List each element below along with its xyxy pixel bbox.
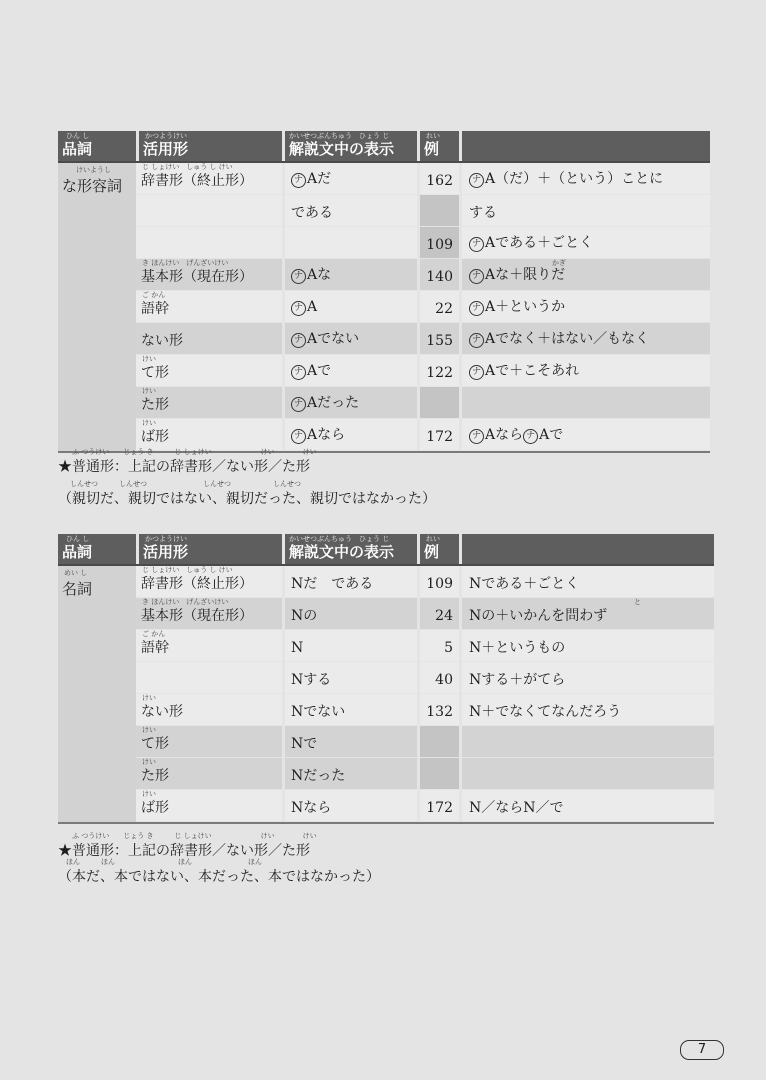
display-notation: ナ Aだった (291, 396, 359, 412)
table-row (136, 662, 714, 693)
display-notation: ナ Aだ (291, 172, 331, 188)
example-cell (459, 163, 710, 194)
display-cell (282, 566, 417, 597)
conjugation-form-cell (136, 566, 282, 597)
display-cell (282, 195, 417, 226)
table-bottom-rule (58, 822, 714, 824)
table-row (136, 163, 710, 194)
furigana: けい (142, 694, 156, 702)
conjugation-form: ない形 (141, 333, 183, 349)
table-row (136, 195, 710, 226)
conjugation-form: ない形 (141, 704, 183, 720)
display-cell (282, 227, 417, 258)
example-number-cell (417, 163, 459, 194)
display-notation: Nだ である (291, 576, 374, 592)
example-number-cell (417, 259, 459, 290)
display-cell (282, 259, 417, 290)
example-cell (459, 758, 714, 789)
display-cell (282, 355, 417, 386)
example-text: N＋でなくてなんだろう (469, 704, 622, 720)
na-circle-icon: ナ (469, 365, 484, 380)
display-notation: N (291, 640, 304, 656)
conjugation-form: た形 (141, 768, 169, 784)
display-notation: ナ Aで (291, 364, 331, 380)
example-cell (459, 195, 710, 226)
na-circle-icon: ナ (291, 333, 306, 348)
table-row (136, 694, 714, 725)
conjugation-form: 基本形（現在形） (141, 269, 253, 285)
example-number-cell (417, 419, 459, 450)
example-cell (459, 662, 714, 693)
example-cell (459, 323, 710, 354)
furigana: き ほんけい げんざいけい (142, 259, 229, 267)
example-cell (459, 598, 714, 629)
example-number-cell (417, 662, 459, 693)
display-cell (282, 790, 417, 821)
example-text: N／ならN／で (469, 800, 564, 816)
example-cell (459, 630, 714, 661)
display-notation: Nだった (291, 768, 346, 784)
conjugation-form: て形 (141, 365, 169, 381)
example-text: ナ Aなら ナ Aで (469, 428, 563, 444)
example-number-cell (417, 630, 459, 661)
conjugation-form: 辞書形（終止形） (141, 576, 253, 592)
na-circle-icon: ナ (469, 269, 484, 284)
table-row (136, 726, 714, 757)
example-text: ナ Aでなく＋はない／もなく (469, 332, 649, 348)
display-notation: Nで (291, 736, 318, 752)
example-text: ナ A（だ）＋（という）ことに (469, 172, 663, 188)
na-circle-icon: ナ (291, 173, 306, 188)
conjugation-form-cell (136, 291, 282, 322)
example-number: 132 (426, 704, 453, 720)
part-of-speech-cell: けいようし な形容詞 (58, 163, 136, 451)
conjugation-form-cell (136, 419, 282, 450)
table-row (136, 387, 710, 418)
example-number: 24 (435, 608, 453, 624)
header-example-text (459, 534, 714, 564)
display-notation: ナ Aなら (291, 428, 345, 444)
header-display: かいせつぶんちゅう ひょう じ 解説文中の表示 (282, 534, 417, 564)
header-part-of-speech: ひん し 品詞 (62, 535, 93, 561)
conjugation-form-cell (136, 662, 282, 693)
conjugation-form: ば形 (141, 800, 169, 816)
display-cell (282, 630, 417, 661)
conjugation-form-cell (136, 259, 282, 290)
display-notation: Nなら (291, 800, 332, 816)
conjugation-form: 基本形（現在形） (141, 608, 253, 624)
display-cell (282, 758, 417, 789)
header-part-of-speech: ひん し 品詞 (62, 132, 93, 158)
table-row (136, 790, 714, 821)
na-circle-icon: ナ (291, 397, 306, 412)
example-cell (459, 291, 710, 322)
table-rows (136, 163, 710, 451)
example-cell (459, 387, 710, 418)
furigana: けい (142, 758, 156, 766)
display-notation: ナ A (291, 300, 317, 316)
header-display: かいせつぶんちゅう ひょう じ 解説文中の表示 (282, 131, 417, 161)
conjugation-form-cell (136, 790, 282, 821)
conjugation-form-cell (136, 323, 282, 354)
furigana: かぎ (552, 259, 566, 267)
example-text: ナ A＋というか (469, 300, 565, 316)
display-cell (282, 726, 417, 757)
conjugation-form-cell (136, 355, 282, 386)
example-number-cell (417, 323, 459, 354)
furigana: と (634, 598, 641, 606)
table-row (136, 291, 710, 322)
na-circle-icon: ナ (523, 429, 538, 444)
furigana: けい (142, 790, 156, 798)
table-row (136, 566, 714, 597)
example-text: N＋というもの (469, 640, 566, 656)
plain-form-note: ふ つうけい じょう き じ しょけい けい けい ★普通形：上記の辞書形／ない形／た形 (58, 832, 317, 859)
table-header (58, 534, 714, 566)
table-row (136, 758, 714, 789)
furigana: じ しょけい しゅう し けい (142, 163, 233, 171)
display-notation: Nでない (291, 704, 346, 720)
display-notation: である (291, 205, 333, 221)
na-adjective-table (58, 131, 710, 453)
conjugation-form-cell (136, 227, 282, 258)
conjugation-form-cell (136, 630, 282, 661)
table-row (136, 227, 710, 258)
na-circle-icon: ナ (291, 365, 306, 380)
example-number-cell (417, 291, 459, 322)
conjugation-form: 語幹 (141, 640, 169, 656)
furigana: けい (142, 355, 156, 363)
table-row (136, 355, 710, 386)
example-number-cell (417, 387, 459, 418)
example-number-cell (417, 758, 459, 789)
display-notation: Nの (291, 608, 318, 624)
na-circle-icon: ナ (291, 301, 306, 316)
header-conjugation: かつようけい 活用形 (136, 131, 282, 161)
conjugation-form-cell (136, 694, 282, 725)
conjugation-form: て形 (141, 736, 169, 752)
display-cell (282, 419, 417, 450)
display-cell (282, 163, 417, 194)
conjugation-form-cell (136, 758, 282, 789)
example-cell (459, 726, 714, 757)
table-row (136, 598, 714, 629)
na-circle-icon: ナ (291, 429, 306, 444)
conjugation-form-cell (136, 598, 282, 629)
na-circle-icon: ナ (469, 429, 484, 444)
plain-form-note: ふ つうけい じょう き じ しょけい けい けい ★普通形：上記の辞書形／ない形／た形 (58, 448, 317, 475)
na-circle-icon: ナ (469, 237, 484, 252)
table-body (58, 163, 710, 451)
plain-form-examples: ほん ほん ほん ほん （本だ、本ではない、本だった、本ではなかった） (58, 858, 380, 885)
display-notation: ナ Aでない (291, 332, 359, 348)
table-row (136, 419, 710, 450)
part-of-speech-cell: めい し 名詞 (58, 566, 136, 822)
example-cell (459, 355, 710, 386)
example-number-cell (417, 227, 459, 258)
table-row (136, 630, 714, 661)
example-number: 5 (444, 640, 453, 656)
conjugation-form: 語幹 (141, 301, 169, 317)
example-text: Nする＋がてら (469, 672, 566, 688)
example-number: 172 (426, 429, 453, 445)
display-cell (282, 323, 417, 354)
example-text: する (469, 205, 497, 221)
page-number: 7 (680, 1040, 724, 1060)
furigana: けい (142, 726, 156, 734)
conjugation-form: 辞書形（終止形） (141, 173, 253, 189)
display-cell (282, 387, 417, 418)
conjugation-form-cell (136, 387, 282, 418)
example-number: 162 (426, 173, 453, 189)
example-text: ナ Aで＋こそあれ (469, 364, 579, 380)
na-circle-icon: ナ (469, 333, 484, 348)
example-number-cell (417, 195, 459, 226)
example-number: 172 (426, 800, 453, 816)
conjugation-form-cell (136, 163, 282, 194)
display-cell (282, 598, 417, 629)
example-number-cell (417, 566, 459, 597)
example-number-cell (417, 355, 459, 386)
example-number: 155 (426, 333, 453, 349)
display-cell (282, 291, 417, 322)
header-example: れい 例 (417, 534, 459, 564)
furigana: ご かん (142, 630, 166, 638)
example-text: ナ Aである＋ごとく (469, 236, 593, 252)
example-cell (459, 694, 714, 725)
example-number-cell (417, 598, 459, 629)
table-rows (136, 566, 714, 822)
example-text: ナ Aな＋限りだ (469, 268, 565, 284)
furigana: き ほんけい げんざいけい (142, 598, 229, 606)
conjugation-form: ば形 (141, 429, 169, 445)
header-conjugation: かつようけい 活用形 (136, 534, 282, 564)
na-circle-icon: ナ (469, 301, 484, 316)
example-cell (459, 790, 714, 821)
example-number: 122 (426, 365, 453, 381)
display-cell (282, 694, 417, 725)
example-cell (459, 566, 714, 597)
furigana: じ しょけい しゅう し けい (142, 566, 233, 574)
conjugation-form-cell (136, 726, 282, 757)
display-notation: Nする (291, 672, 332, 688)
example-cell (459, 419, 710, 450)
furigana: ご かん (142, 291, 166, 299)
table-header (58, 131, 710, 163)
table-row (136, 323, 710, 354)
na-circle-icon: ナ (291, 269, 306, 284)
display-notation: ナ Aな (291, 268, 331, 284)
example-number: 40 (435, 672, 453, 688)
example-number: 140 (426, 269, 453, 285)
example-number: 22 (435, 301, 453, 317)
furigana: けい (142, 387, 156, 395)
example-number: 109 (426, 576, 453, 592)
display-cell (282, 662, 417, 693)
example-cell (459, 227, 710, 258)
na-circle-icon: ナ (469, 173, 484, 188)
example-number-cell (417, 726, 459, 757)
example-text: Nである＋ごとく (469, 576, 580, 592)
conjugation-form-cell (136, 195, 282, 226)
conjugation-form: た形 (141, 397, 169, 413)
example-cell (459, 259, 710, 290)
example-number-cell (417, 790, 459, 821)
example-number-cell (417, 694, 459, 725)
header-example: れい 例 (417, 131, 459, 161)
header-example-text (459, 131, 710, 161)
example-text: Nの＋いかんを問わず (469, 608, 608, 624)
noun-table (58, 534, 714, 824)
table-body (58, 566, 714, 822)
plain-form-examples: しんせつ しんせつ しんせつ しんせつ （親切だ、親切ではない、親切だった、親切ではなかった） (58, 480, 436, 507)
furigana: けい (142, 419, 156, 427)
table-row (136, 259, 710, 290)
example-number: 109 (426, 237, 453, 253)
